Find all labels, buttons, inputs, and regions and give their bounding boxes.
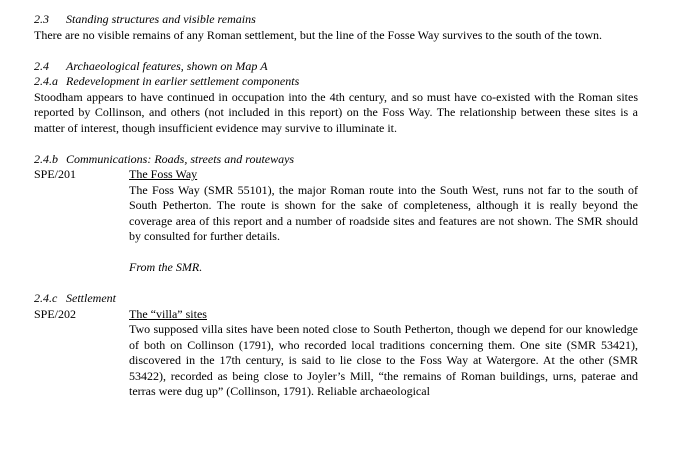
entry-code: SPE/202 <box>34 306 77 321</box>
section-number: 2.4.a <box>34 74 58 88</box>
section-number: 2.3 <box>34 12 49 26</box>
section-title: Archaeological features, shown on Map A <box>66 58 268 73</box>
document-page <box>34 12 638 400</box>
section-title: Settlement <box>66 291 116 305</box>
section-paragraph-2-4-a: Stoodham appears to have continued in occupation into the 4th century, and so must have co-existed with the Roman sites reported by Collinson, and others (not included in this report) on the Foss Way. The relationship between these sites is a matter of interest, though insufficient evidence may survive to illuminate it. <box>34 89 638 135</box>
entry-source: From the SMR. <box>129 260 203 274</box>
entry-title: The Foss Way <box>129 167 198 181</box>
section-paragraph-2-3: There are no visible remains of any Roman settlement, but the line of the Fosse Way survives to the south of the town. <box>34 27 603 42</box>
entry-spe-201 <box>34 167 638 276</box>
section-number: 2.4.b <box>34 151 58 166</box>
entry-body <box>129 307 638 400</box>
section-heading-2-4-c <box>34 291 638 307</box>
section-title: Communications: Roads, streets and routeways <box>66 151 295 166</box>
section-title: Redevelopment in earlier settlement components <box>66 74 300 88</box>
entry-code: SPE/201 <box>34 167 77 181</box>
entry-text: The Foss Way (SMR 55101), the major Roman route into the South West, runs not far to the south of South Petherton. The route is shown for the sake of completeness, although it is really beyond the coverage area of this report and a number of roadside sites and features are not shown. The SMR should by consulted for further details. <box>129 182 638 243</box>
section-heading-2-4 <box>34 59 638 75</box>
entry-body <box>129 167 638 276</box>
section-number: 2.4 <box>34 58 49 73</box>
entry-title: The “villa” sites <box>129 306 207 321</box>
section-title: Standing structures and visible remains <box>66 12 256 26</box>
entry-spe-202 <box>34 307 638 400</box>
section-number: 2.4.c <box>34 291 58 305</box>
entry-text: Two supposed villa sites have been noted close to South Petherton, though we depend for our knowledge of both on Collinson (1791), who recorded local traditions concerning them. One site (SMR 53421), discovered in the 17th century, is said to lie close to the Foss Way at Watergore. At the other (SMR 53422), recorded as being close to Joyler’s Mill, “the remains of Roman buildings, urns, paterae and terras were dug up” (Collinson, 1791). Reliable archaeological <box>129 322 638 398</box>
section-heading-2-4-a <box>34 74 638 90</box>
section-heading-2-3 <box>34 12 638 28</box>
section-heading-2-4-b <box>34 152 638 168</box>
